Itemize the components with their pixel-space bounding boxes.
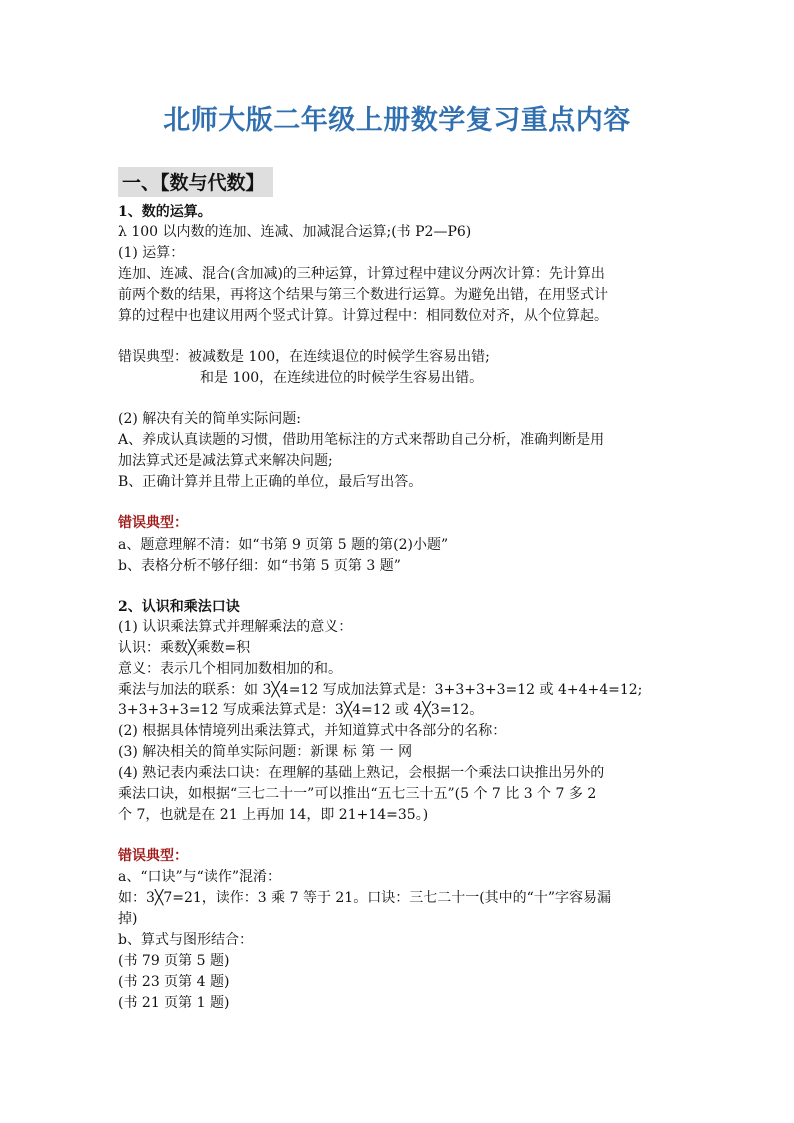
section-heading: 一、【数与代数】 — [118, 167, 273, 197]
paragraph-line: (4) 熟记表内乘法口诀：在理解的基础上熟记，会根据一个乘法口诀推出另外的 — [118, 765, 605, 781]
error-note: 错误典型：被减数是 100，在连续退位的时候学生容易出错; — [118, 349, 490, 365]
subsection-heading-1: 1、数的运算。 — [118, 204, 212, 220]
paragraph-line: B、正确计算并且带上正确的单位，最后写出答。 — [118, 474, 423, 490]
paragraph-line: 算的过程中也建议用两个竖式计算。计算过程中：相同数位对齐，从个位算起。 — [118, 308, 608, 324]
paragraph-line: (1) 认识乘法算式并理解乘法的意义： — [118, 619, 353, 635]
paragraph-title: (2) 解决有关的简单实际问题: — [118, 411, 301, 427]
bullet-line: λ 100 以内数的连加、连减、加减混合运算;(书 P2—P6) — [118, 224, 472, 240]
error-item: a、“口诀”与“读作”混淆： — [118, 869, 281, 885]
error-item: 掉) — [118, 911, 138, 927]
paragraph-line: 认识：乘数╳乘数=积 — [118, 640, 251, 656]
paragraph-line: 乘法与加法的联系：如 3╳4=12 写成加法算式是：3+3+3+3=12 或 4+4+4=12; — [118, 682, 643, 698]
subsection-heading-2: 2、认识和乘法口诀 — [118, 599, 240, 615]
paragraph-line: 前两个数的结果，再将这个结果与第三个数进行运算。为避免出错，在用竖式计 — [118, 287, 608, 303]
error-item: a、题意理解不清：如“书第 9 页第 5 题的第(2)小题” — [118, 537, 449, 553]
page-title: 北师大版二年级上册数学复习重点内容 — [163, 105, 631, 136]
paragraph-line: (3) 解决相关的简单实际问题：新课 标 第 一 网 — [118, 744, 413, 760]
paragraph-line: A、养成认真读题的习惯，借助用笔标注的方式来帮助自己分析，准确判断是用 — [118, 432, 605, 448]
paragraph-line: 连加、连减、混合(含加减)的三种运算，计算过程中建议分两次计算：先计算出 — [118, 266, 605, 282]
error-item: b、表格分析不够仔细：如“书第 5 页第 3 题” — [118, 558, 401, 574]
error-heading: 错误典型： — [118, 848, 188, 864]
paragraph-line: 3+3+3+3=12 写成乘法算式是：3╳4=12 或 4╳3=12。 — [118, 702, 484, 718]
error-item: (书 79 页第 5 题) — [118, 953, 230, 969]
error-item: b、算式与图形结合： — [118, 932, 253, 948]
paragraph-title: (1) 运算： — [118, 245, 185, 261]
error-item: (书 21 页第 1 题) — [118, 995, 230, 1011]
paragraph-line: (2) 根据具体情境列出乘法算式，并知道算式中各部分的名称： — [118, 723, 507, 739]
paragraph-line: 个 7，也就是在 21 上再加 14，即 21+14=35。) — [118, 807, 429, 823]
error-heading: 错误典型： — [118, 515, 188, 531]
error-note: 和是 100，在连续进位的时候学生容易出错。 — [200, 370, 484, 386]
error-item: 如：3╳7=21，读作：3 乘 7 等于 21。口诀：三七二十一(其中的“十”字容易漏 — [118, 890, 611, 906]
paragraph-line: 加法算式还是减法算式来解决问题; — [118, 453, 333, 469]
paragraph-line: 意义：表示几个相同加数相加的和。 — [118, 661, 342, 677]
paragraph-line: 乘法口诀，如根据“三七二十一”可以推出“五七三十五”(5 个 7 比 3 个 7 多 2 — [118, 786, 597, 802]
error-item: (书 23 页第 4 题) — [118, 974, 230, 990]
